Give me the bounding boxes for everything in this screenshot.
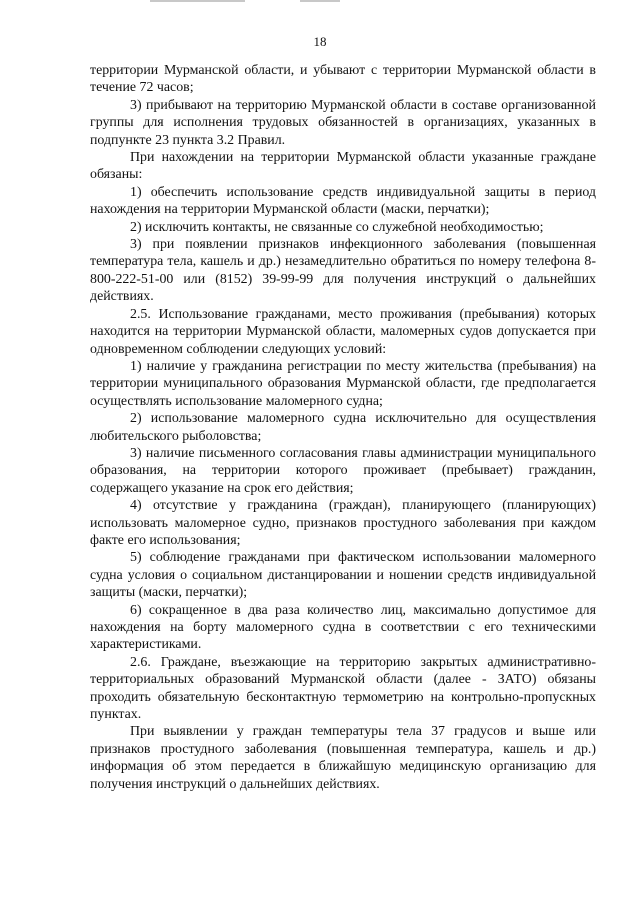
paragraph: 2) исключить контакты, не связанные со служебной необходимостью; [130,219,544,235]
paragraph: территории Мурманской области, и убывают с территории Мурманской области в течение 72 часов; [90,63,596,96]
document-body [90,62,596,793]
paragraph: 6) сокращенное в два раза количество лиц, максимально допустимое для нахождения на борту маломерного судна в соответствии с его техническими характеристиками. [90,602,596,653]
paragraph: 2.6. Граждане, въезжающие на территорию закрытых административно-территориальных образований Мурманской области (далее - ЗАТО) обязаны проходить обязательную бесконтактную термометрию на контрольно-пропускных пунктах. [90,654,596,723]
paragraph: 1) наличие у гражданина регистрации по месту жительства (пребывания) на территории муниципального образования Мурманской области, где предполагается осуществлять использование маломерного судна; [90,358,596,409]
paragraph: 3) при появлении признаков инфекционного заболевания (повышенная температура тела, кашель и др.) незамедлительно обратиться по номеру телефона 8-800-222-51-00 или (8152) 39-99-99 для получения инструкций о дальнейших действиях. [90,237,596,305]
scan-artifact [300,0,340,2]
paragraph: 1) обеспечить использование средств индивидуальной защиты в период нахождения на территории Мурманской области (маски, перчатки); [90,184,596,218]
paragraph: При выявлении у граждан температуры тела 37 градусов и выше или признаков простудного заболевания (повышенная температура, кашель и др.) информация об этом передается в ближайшую медицинскую организацию для получения инструкций о дальнейших действиях. [90,724,596,792]
paragraph: 3) прибывают на территорию Мурманской области в составе организованной группы для исполнения трудовых обязанностей в организациях, указанных в подпункте 23 пункта 3.2 Правил. [90,97,596,148]
page-number: 18 [313,34,327,49]
paragraph: 3) наличие письменного согласования главы администрации муниципального образования, на территории которого проживает (пребывает) гражданин, содержащего указание на срок его действия; [90,445,596,496]
paragraph: 2) использование маломерного судна исключительно для осуществления любительского рыболовства; [90,411,596,444]
scan-artifact [150,0,245,2]
paragraph: При нахождении на территории Мурманской области указанные граждане обязаны: [90,150,596,183]
paragraph: 4) отсутствие у гражданина (граждан), планирующего (планирующих) использовать маломерное судно, признаков простудного заболевания при каждом факте его использования; [90,498,596,548]
paragraph: 2.5. Использование гражданами, место проживания (пребывания) которых находится на территории Мурманской области, маломерных судов допускается при одновременном соблюдении следующих условий: [90,306,596,357]
paragraph: 5) соблюдение гражданами при фактическом использовании маломерного судна условия о социальном дистанцировании и ношении средств индивидуальной защиты (маски, перчатки); [90,550,596,601]
